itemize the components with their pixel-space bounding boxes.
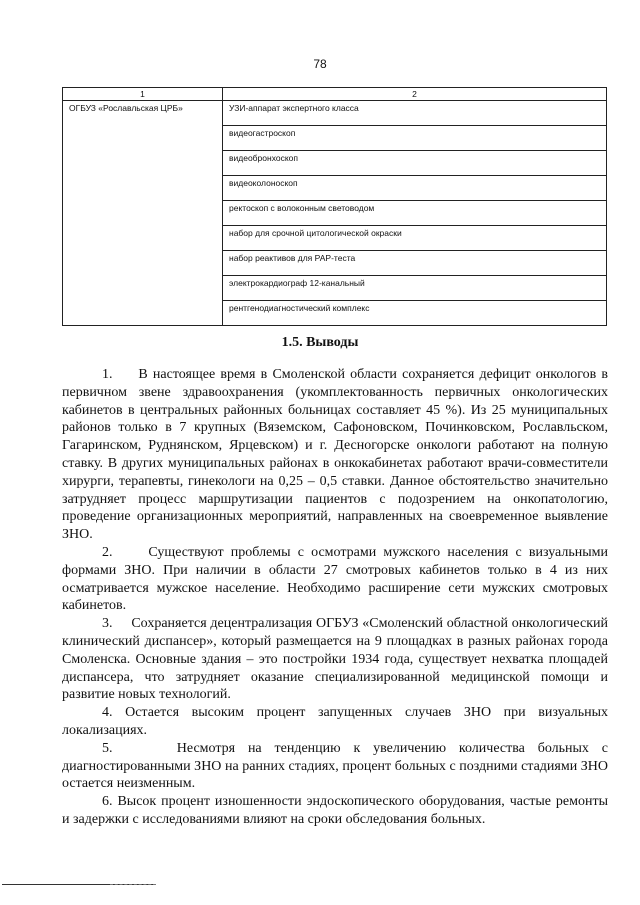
conclusion-paragraph-6: 6. Высок процент изношенности эндоскопического оборудования, частые ремонты и задержки с исследованиями влияют на сроки обследования больных. bbox=[62, 794, 608, 827]
conclusion-paragraph-4: 4. Остается высоким процент запущенных случаев ЗНО при визуальных локализациях. bbox=[62, 705, 608, 738]
equipment-item: УЗИ-аппарат экспертного класса bbox=[223, 101, 607, 126]
table-header-col-2: 2 bbox=[223, 88, 607, 101]
equipment-item: видеогастроскоп bbox=[223, 126, 607, 151]
footnote-separator-dashed bbox=[110, 884, 156, 885]
conclusion-paragraph-5: 5. Несмотря на тенденцию к увеличению количества больных с диагностированными ЗНО на ранних стадиях, процент больных с поздними стадиями ЗНО остается неизменным. bbox=[62, 740, 608, 792]
conclusion-paragraph-3: 3. Сохраняется децентрализация ОГБУЗ «Смоленский областной онкологический клинический диспансер», который размещается на 9 площадках в разных районах города Смоленска. Основные здания – это постройки 1934 года, существует нехватка площадей диспансера, что затрудняет оказание специализированной медицинской помощи и развитие новых технологий. bbox=[62, 616, 608, 703]
conclusion-paragraph-2: 2. Существуют проблемы с осмотрами мужского населения с визуальными формами ЗНО. При наличии в области 27 смотровых кабинетов только в 4 из них осматривается мужское население. Необходимо расширение сети мужских смотровых кабинетов. bbox=[62, 544, 608, 614]
organization-cell: ОГБУЗ «Рославльская ЦРБ» bbox=[63, 101, 223, 326]
page-number: 78 bbox=[313, 57, 327, 71]
equipment-table bbox=[62, 87, 607, 326]
equipment-item: набор реактивов для РАР-теста bbox=[223, 251, 607, 276]
equipment-item: видеоколоноскоп bbox=[223, 176, 607, 201]
conclusions-body bbox=[62, 366, 608, 829]
equipment-item: набор для срочной цитологической окраски bbox=[223, 226, 607, 251]
conclusion-paragraph-1: 1. В настоящее время в Смоленской области сохраняется дефицит онкологов в первичном звене здравоохранения (укомплектованность первичных онкологических кабинетов в центральных районных больницах составляет 45 %). Из 25 муниципальных районов только в 7 крупных (Вяземском, Сафоновском, Починковском, Рославльском, Гагаринском, Руднянском, Ярцевском) и г. Десногорске онкологи работают на полную ставку. В других муниципальных районах в онкокабинетах работают врачи-совместители хирурги, терапевты, гинекологи на 0,25 – 0,5 ставки. Данное обстоятельство значительно затрудняет процесс маршрутизации пациентов с подозрением на онкопатологию, проведение организационных мероприятий, направленных на своевременное выявление ЗНО. bbox=[62, 367, 608, 543]
section-title: 1.5. Выводы bbox=[281, 335, 359, 350]
table-header-col-1: 1 bbox=[63, 88, 223, 101]
equipment-item: ректоскоп с волоконным световодом bbox=[223, 201, 607, 226]
equipment-item: видеобронхоскоп bbox=[223, 151, 607, 176]
table-header-row bbox=[63, 88, 607, 101]
equipment-item: рентгенодиагностический комплекс bbox=[223, 301, 607, 326]
table-row bbox=[63, 101, 607, 126]
equipment-item: электрокардиограф 12-канальный bbox=[223, 276, 607, 301]
